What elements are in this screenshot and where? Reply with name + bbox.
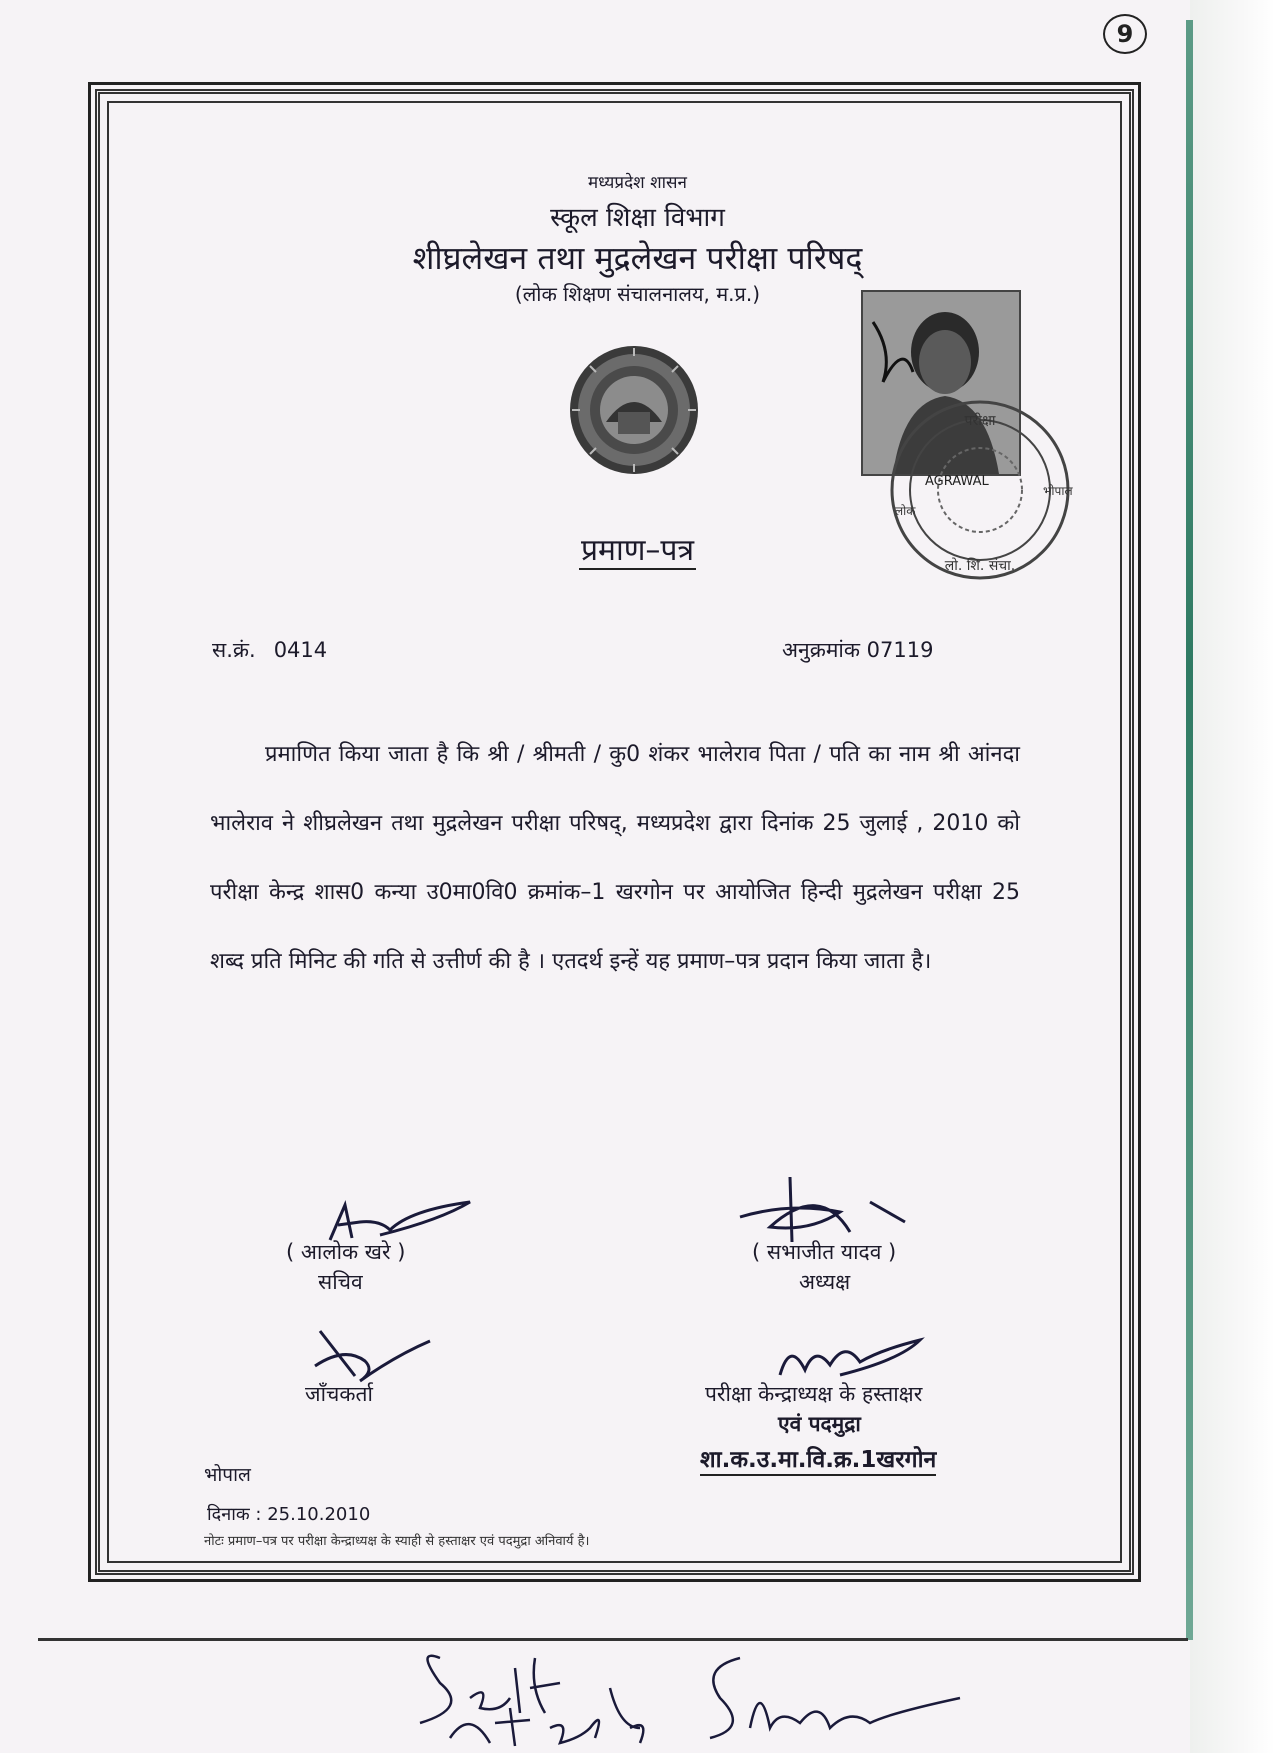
certificate-body-text: प्रमाणित किया जाता है कि श्री / श्रीमती / कु0 शंकर भालेराव पिता / पति का नाम श्री आंनदा भालेराव ने शीघ्रलेखन तथा मुद्रलेखन परीक्षा परिषद्, मध्यप्रदेश द्वारा दिनांक 25 जुलाई , 2010 को परीक्षा केन्द्र शास0 कन्या उ0मा0वि0 क्रमांक–1 खरगोन पर आयोजित हिन्दी मुद्रलेखन परीक्षा 25 शब्द प्रति मिनिट की गति से उत्तीर्ण की है । एतदर्थ इन्हें यह प्रमाण–पत्र प्रदान किया जाता है। — [210, 742, 1020, 974]
roll-number — [782, 636, 933, 664]
checker-title: जाँचकर्ता — [305, 1382, 373, 1406]
secretary-name: ( आलोक खरे ) — [286, 1240, 406, 1264]
secretary-title: सचिव — [318, 1270, 363, 1294]
chairman-title: अध्यक्ष — [799, 1270, 851, 1294]
place-label: भोपाल — [204, 1464, 251, 1486]
certificate-body — [210, 720, 1020, 996]
state-emblem-seal-icon — [566, 342, 702, 478]
stamp-left-text: लोक — [895, 504, 916, 518]
center-head-title: परीक्षा केन्द्राध्यक्ष के हस्ताक्षर — [705, 1382, 923, 1406]
stamp-bottom-text: लो. शि. संचा. — [944, 558, 1016, 574]
stamp-overprint-text: AGRAWAL — [925, 474, 989, 489]
page-number-badge: 9 — [1103, 14, 1147, 54]
stamp-top-text: परीक्षा — [964, 413, 996, 429]
directorate-heading: (लोक शिक्षण संचालनालय, म.प्र.) — [514, 282, 761, 306]
serial-value: 0414 — [273, 638, 328, 662]
roll-value: 07119 — [866, 638, 934, 662]
date-value: 25.10.2010 — [267, 1504, 371, 1525]
center-head-stamp-line-2: शा.क.उ.मा.वि.क्र.1खरगोन — [700, 1442, 936, 1476]
department-heading: स्कूल शिक्षा विभाग — [550, 203, 725, 233]
center-head-stamp-line-1: एवं पदमुद्रा — [778, 1412, 861, 1436]
roll-label: अनुक्रमांक — [782, 638, 860, 662]
stamp-right-text: भोपाल — [1043, 484, 1073, 498]
chairman-name: ( सभाजीत यादव ) — [752, 1240, 897, 1264]
issue-date — [207, 1502, 370, 1526]
board-heading: शीघ्रलेखन तथा मुद्रलेखन परीक्षा परिषद् — [412, 239, 863, 277]
certificate-title-text: प्रमाण–पत्र — [580, 533, 695, 568]
government-heading: मध्यप्रदेश शासन — [588, 173, 687, 193]
serial-number — [212, 636, 327, 664]
date-label: दिनाक : — [207, 1504, 262, 1525]
serial-label: स.क्रं. — [212, 638, 256, 662]
footer-note: नोटः प्रमाण–पत्र पर परीक्षा केन्द्राध्यक्ष के स्याही से हस्ताक्षर एवं पदमुद्रा अनिवार्य है। — [204, 1534, 590, 1549]
certificate-title — [0, 528, 1275, 569]
handwritten-attestation — [410, 1628, 970, 1753]
